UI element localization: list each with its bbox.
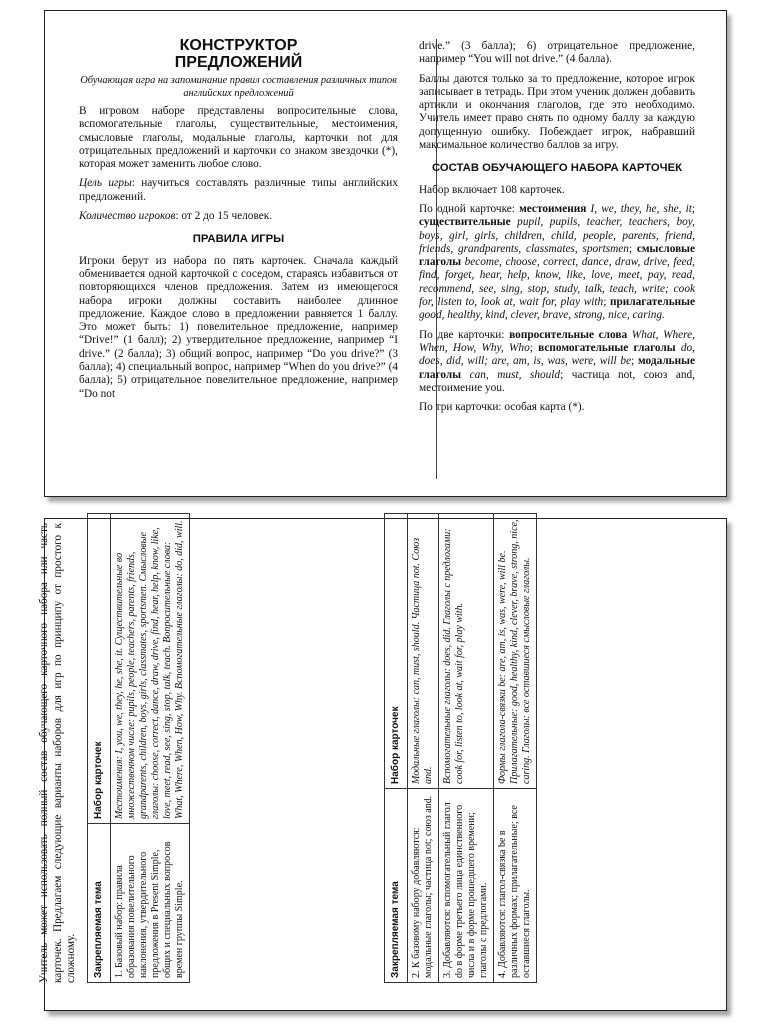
nouns-list: pupil, pupils, teacher, teachers, boy, boys, girl, girls, children, child, people, parents, friend, friends, grandparents, classmates, sportsmen (419, 216, 695, 255)
goal-text: : научиться составлять различные типы английских предложений. (79, 177, 398, 203)
left-column (79, 35, 398, 407)
players-label: Количество игроков (79, 210, 176, 223)
players-paragraph (79, 210, 398, 223)
score-paragraph: Баллы даются только за то предложение, которое игрок записывает в тетрадь. При этом ученик должен добавить артикли и окончания глаголов, где это необходимо. Учитель имеет право снять по одному баллу за каждую допущенную ошибку. Побеждает игрок, набравший максимальное количество баллов за игру. (419, 72, 695, 152)
col-topic-header: Закрепляемая тема (87, 824, 110, 983)
row-set: Местоимения: I, you, we, they, he, she, it. Существительные во множественном числе: pupils, people, teachers, parents, friends, grandparents, children, boys, girls, classmates, sportsmen. Смысловые глаголы: choose, correct, dance, draw, drive, find, hear, help, know, like, love, meet, read, see, sing, stop, talk, teach. Вопросительные слова: What, Where, When, How, Why. Вспомогательные глаголы: do, did, will. (110, 514, 189, 824)
modal-verbs-label: модальные глаголы (419, 355, 695, 381)
verbs-list: become, choose, correct, dance, draw, drive, feed, find, forget, hear, help, know, like, love, meet, pay, read, recommend, see, sing, stop, study, talk, teach, write; cook for, listen to, look at, wait for, play with (419, 256, 695, 309)
modal-verbs-list: can, must, should (461, 368, 561, 381)
row-topic: 1. Базовый набор: правила образования повелительного наклонения, утвердительного предложения в Present Simple, общих и специальных вопросов времен группы Simple. (110, 824, 189, 983)
two-cards-paragraph: По две карточки: вопросительные слова What, Where, When, How, Why, Who; вспомогательные глаголы do, does, did, will; are, am, is, was, were, will be; модальные глаголы can, must, should; частица not, союз and, местоимение you. (419, 328, 696, 394)
rules-paragraph: Игроки берут из набора по пять карточек. Сначала каждый обменивается одной карточкой с соседом, стараясь избавиться от повторяющихся членов предложения. Затем из имеющегося набора игроки должны составить наиболее длинное предложение. Каждое слово в предложении равняется 1 баллу. Это может быть: 1) повелительное предложение, например “Drive!” (1 балл); 2) утвердительное предложение, например “I drive.” (2 балла); 3) общий вопрос, например “Do you drive?” (3 балла); 4) специальный вопрос, например “When do you drive?” (4 балла); 5) отрицательное повелительное предложение, например “Do not (79, 254, 398, 400)
set-heading: СОСТАВ ОБУЧАЮЩЕГО НАБОРА КАРТОЧЕК (431, 162, 683, 175)
row-topic: 4. Добавляются: глагол-связка be в различных формах; прилагательные; все оставшиеся глаголы. (494, 789, 537, 983)
sets-table-2 (384, 513, 537, 983)
rotated-right-panel (380, 513, 700, 983)
verbs-label: смысловые глаголы (419, 242, 696, 269)
col-topic-header: Закрепляемая тема (385, 789, 408, 983)
table-row (494, 514, 537, 983)
aux-verbs-list: do, does, did, will; are, am, is, was, were, will be (419, 341, 696, 368)
rules-heading: ПРАВИЛА ИГРЫ (192, 233, 285, 246)
col-set-header: Набор карточек (385, 514, 408, 789)
rotated-left-panel (30, 513, 350, 983)
players-text: : от 2 до 15 человек. (175, 210, 273, 223)
aux-verbs-label: вспомогательные глаголы (538, 341, 676, 354)
row-topic: 2. К базовому набору добавляются: модальные глаголы; частица not; союз and. (408, 789, 439, 983)
row-set: Вспомогательные глаголы: does, did. Глаголы с предлогами: cook for, listen to, look at, wait for, play with. (439, 514, 494, 789)
set-total: Набор включает 108 карточек. (419, 183, 565, 196)
game-title: КОНСТРУКТОР ПРЕДЛОЖЕНИЙ (174, 37, 303, 71)
row-set: Модальные глаголы: can, must, should. Частица not. Союз and. (408, 514, 439, 789)
pronouns-label: местоимения (519, 202, 587, 215)
two-cards-rest: ; частица not, союз and, местоимение you. (419, 368, 695, 394)
question-words-label: вопросительные слова (509, 328, 628, 341)
table-row (110, 514, 189, 983)
row-set: Формы глагола-связки be: are, am, is, was, were, will be. Прилагательные: good, healthy, kind, clever, brave, strong, nice, caring. Глаголы: все оставшиеся смысловые глаголы. (494, 514, 537, 789)
pronouns-list: I, we, they, he, she, it (586, 202, 692, 215)
sets-table-1 (87, 513, 190, 983)
right-column (419, 40, 695, 420)
table-header (385, 514, 408, 983)
rules-continuation: drive.” (3 балла); 6) отрицательное предложение, например “You will not drive.” (4 балла). (419, 40, 695, 66)
three-cards-paragraph: По три карточки: особая карта (*). (419, 401, 585, 414)
adjectives-list: good, healthy, kind, clever, brave, strong, nice, caring. (419, 309, 665, 322)
sets-intro: Учитель может использовать полный состав обучающего карточного набора или часть карточек. Предлагаем следующие варианты наборов для игр по принципу от простого к сложному. (38, 523, 77, 983)
game-subtitle: Обучающая игра на запоминание правил составления различных типов английских предложений (80, 75, 397, 99)
intro-paragraph: В игровом наборе представлены вопросительные слова, вспомогательные глаголы, существительные, местоимения, смысловые глаголы, модальные глаголы, карточки not для отрицательных предложений и карточки со знаком звездочки (*), которая может заменить любое слово. (79, 105, 398, 171)
rules-card (44, 10, 727, 497)
goal-label: Цель игры (79, 177, 132, 190)
question-words-list: What, Where, When, How, Why, Who (419, 328, 695, 354)
table-row (439, 514, 494, 983)
nouns-label: существительные (419, 216, 511, 229)
one-card-lead: По одной карточке: (419, 202, 520, 215)
goal-paragraph (79, 177, 398, 204)
two-cards-lead: По две карточки: (419, 328, 510, 341)
adjectives-label: прилагательные (610, 296, 696, 309)
one-card-paragraph: По одной карточке: местоимения I, we, they, he, she, it; существительные pupil, pupils, teacher, teachers, boy, boys, girl, girls, children, child, people, parents, friend, friends, grandparents, classmates, sportsmen; смысловые глаголы become, choose, correct, dance, draw, drive, feed, find, forget, hear, help, know, like, love, meet, pay, read, recommend, see, sing, stop, study, talk, teach, write; cook for, listen to, look at, wait for, play with; прилагательные good, healthy, kind, clever, brave, strong, nice, caring. (419, 202, 696, 322)
col-set-header: Набор карточек (87, 514, 110, 824)
row-topic: 3. Добавляются: вспомогательный глагол do в форме третьего лица единственного числа и в форме прошедшего времени; глаголы с предлогами. (439, 789, 494, 983)
table-row (408, 514, 439, 983)
table-header (87, 514, 110, 983)
